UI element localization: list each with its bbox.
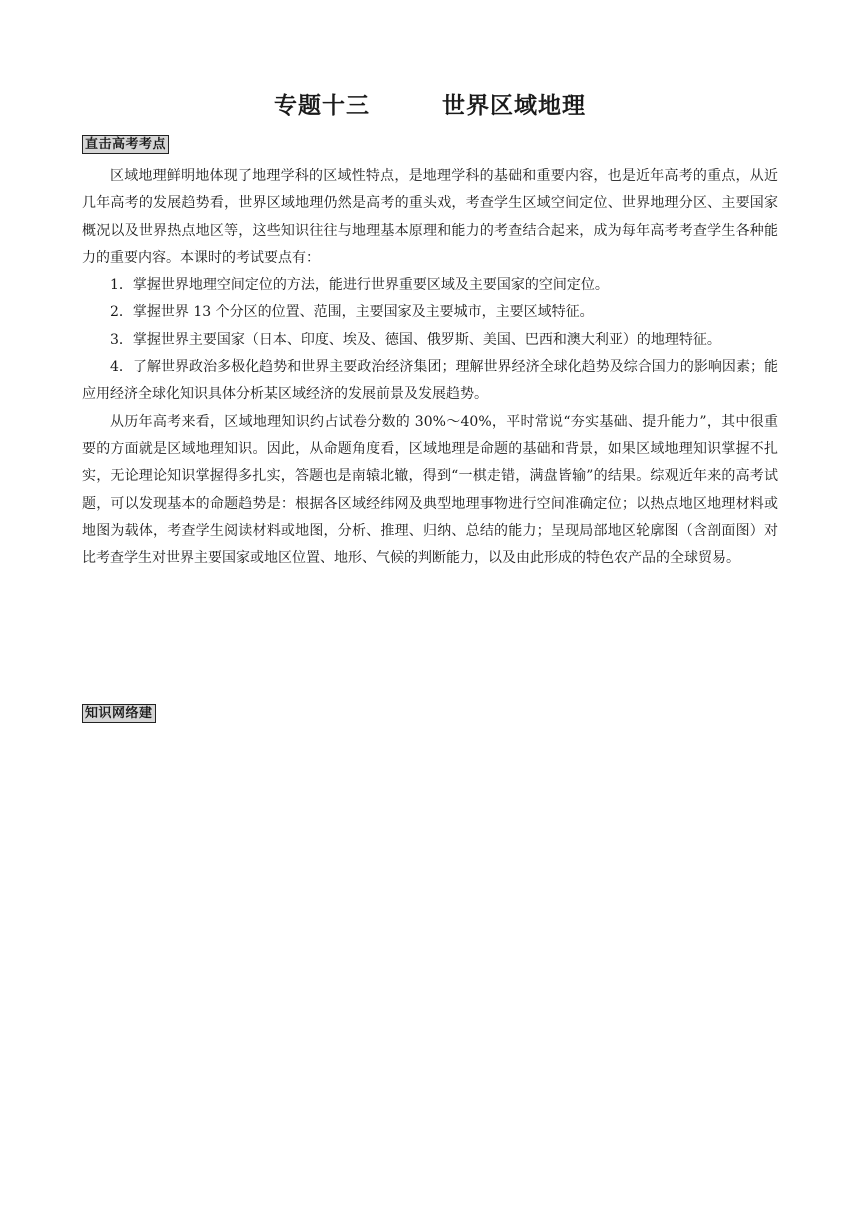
analysis-paragraph: 从历年高考来看，区域地理知识约占试卷分数的 30%～40%，平时常说“夯实基础、提升能力”，其中很重要的方面就是区域地理知识。因此，从命题角度看，区域地理是命题的基础和背景，如果区域地理知识掌握不扎实，无论理论知识掌握得多扎实，答题也是南辕北辙，得到“一棋走错，满盘皆输”的结果。综观近年来的高考试题，可以发现基本的命题趋势是：根据各区域经纬网及典型地理事物进行空间准确定位；以热点地区地理材料或地图为载体，考查学生阅读材料或地图，分析、推理、归纳、总结的能力；呈现局部地区轮廓图（含剖面图）对比考查学生对世界主要国家或地区位置、地形、气候的判断能力，以及由此形成的特色农产品的全球贸易。 (82, 413, 778, 567)
exam-point-1: 1．掌握世界地理空间定位的方法，能进行世界重要区域及主要国家的空间定位。 (110, 277, 609, 294)
intro-paragraph: 区域地理鲜明地体现了地理学科的区域性特点，是地理学科的基础和重要内容，也是近年高考的重点，从近几年高考的发展趋势看，世界区域地理仍然是高考的重头戏，考查学生区域空间定位、世界地理分区、主要国家概况以及世界热点地区等，这些知识往往与地理基本原理和能力的考查结合起来，成为每年高考考查学生各种能力的重要内容。本课时的考试要点有： (82, 168, 778, 266)
body-text (82, 163, 778, 572)
exam-point-4: 4．了解世界政治多极化趋势和世界主要政治经济集团；理解世界经济全球化趋势及综合国力的影响因素；能应用经济全球化知识具体分析某区域经济的发展前景及发展趋势。 (82, 359, 778, 403)
page-title: 专题十三 世界区域地理 (273, 93, 587, 119)
section-tag-exam-points: 直击高考考点 (82, 135, 169, 154)
section-tag-knowledge-network: 知识网络建 (82, 704, 156, 723)
exam-point-3: 3．掌握世界主要国家（日本、印度、埃及、德国、俄罗斯、美国、巴西和澳大利亚）的地理特征。 (110, 331, 721, 348)
exam-point-2: 2．掌握世界 13 个分区的位置、范围，主要国家及主要城市，主要区域特征。 (110, 304, 594, 321)
